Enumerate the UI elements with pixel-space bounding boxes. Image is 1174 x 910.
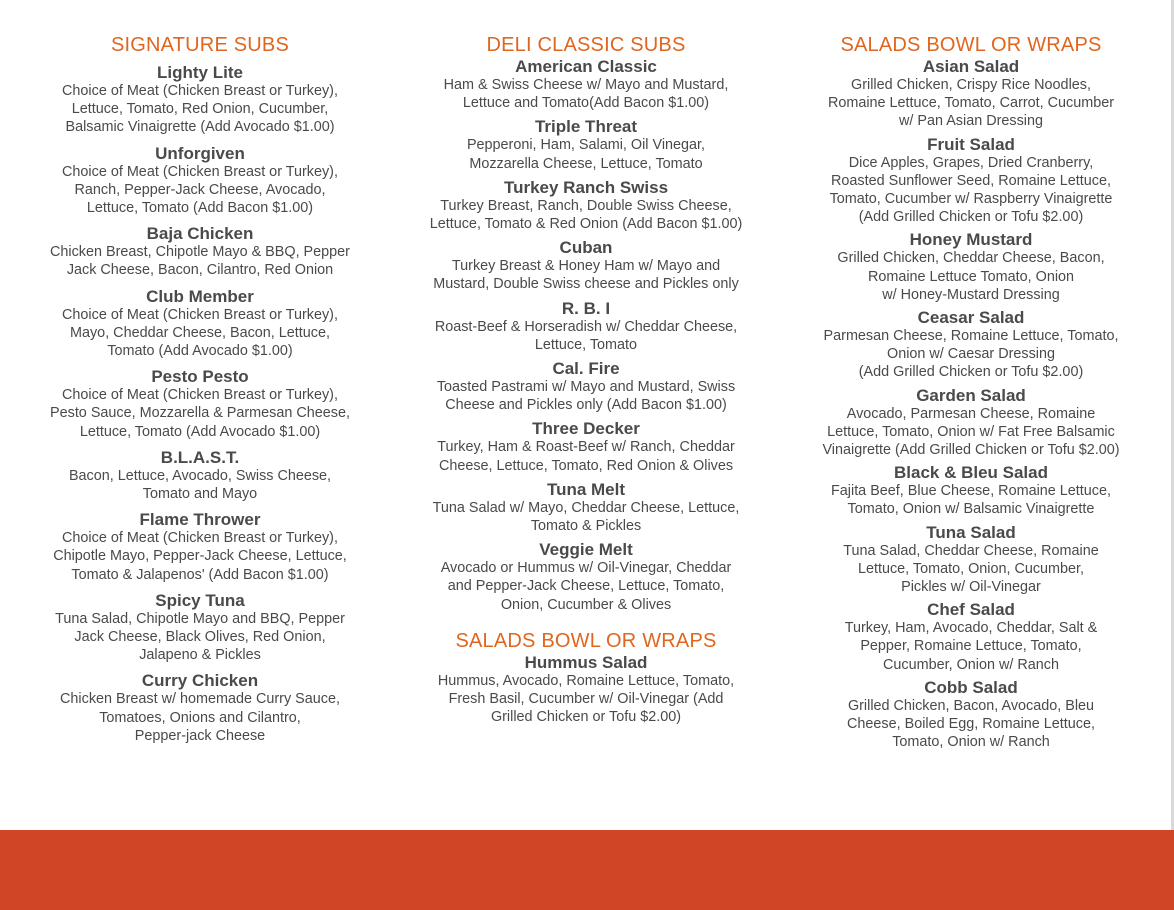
menu-item [404, 299, 768, 354]
item-name: Cobb Salad [924, 677, 1018, 697]
menu-item [20, 224, 380, 279]
item-name: Three Decker [532, 419, 640, 439]
item-description: Bacon, Lettuce, Avocado, Swiss Cheese, Tomato and Mayo [68, 467, 332, 503]
deli-classic-subs-column [404, 0, 768, 726]
menu-item [20, 63, 380, 137]
menu-item [790, 230, 1152, 304]
salads-sub-section [404, 630, 768, 727]
signature-subs-column [20, 0, 380, 745]
menu-item [20, 287, 380, 361]
section-title-deli-classic-subs: DELI CLASSIC SUBS [486, 34, 686, 56]
item-description: Avocado or Hummus w/ Oil-Vinegar, Cheddar and Pepper-Jack Cheese, Lettuce, Tomato, Onion, Cucumber & Olives [440, 560, 732, 613]
item-name: Club Member [146, 286, 254, 306]
item-description: Tuna Salad, Chipotle Mayo and BBQ, Pepper Jack Cheese, Black Olives, Red Onion, Jalapeno & Pickles [55, 610, 345, 664]
item-description: Toasted Pastrami w/ Mayo and Mustard, Swiss Cheese and Pickles only (Add Bacon $1.00) [436, 379, 736, 414]
item-name: Curry Chicken [141, 671, 259, 691]
menu-item [404, 653, 768, 727]
menu-item [404, 178, 768, 233]
menu-item [404, 238, 768, 293]
item-name: B.L.A.S.T. [160, 447, 240, 467]
item-description: Turkey, Ham, Avocado, Cheddar, Salt & Pepper, Romaine Lettuce, Tomato, Cucumber, Onion w/ Ranch [844, 620, 1098, 673]
item-name: Fruit Salad [927, 134, 1015, 154]
item-description: Choice of Meat (Chicken Breast or Turkey), Lettuce, Tomato, Red Onion, Cucumber, Balsamic Vinaigrette (Add Avocado $1.00) [62, 83, 338, 136]
item-name: Ceasar Salad [917, 308, 1025, 328]
item-description: Roast-Beef & Horseradish w/ Cheddar Cheese, Lettuce, Tomato [434, 318, 738, 353]
item-description: Tuna Salad, Cheddar Cheese, Romaine Lettuce, Tomato, Onion, Cucumber, Pickles w/ Oil-Vinegar [843, 542, 1099, 596]
item-name: Lighty Lite [157, 63, 243, 82]
menu-item [20, 671, 380, 745]
menu-item [404, 359, 768, 414]
item-name: R. B. I [561, 298, 611, 318]
section-title-signature-subs: SIGNATURE SUBS [110, 34, 289, 56]
menu-item [20, 144, 380, 218]
item-description: Turkey Breast & Honey Ham w/ Mayo and Mustard, Double Swiss cheese and Pickles only [433, 258, 739, 293]
menu-item [404, 480, 768, 535]
item-description: Ham & Swiss Cheese w/ Mayo and Mustard, Lettuce and Tomato(Add Bacon $1.00) [443, 77, 729, 112]
footer-color-band [0, 830, 1174, 910]
item-description: Grilled Chicken, Cheddar Cheese, Bacon, Romaine Lettuce Tomato, Onion w/ Honey-Mustard Dressing [837, 250, 1105, 303]
item-name: Cuban [559, 238, 613, 258]
item-description: Fajita Beef, Blue Cheese, Romaine Lettuce, Tomato, Onion w/ Balsamic Vinaigrette [831, 483, 1111, 518]
salads-bowl-or-wraps-column [790, 0, 1152, 751]
menu-item [790, 57, 1152, 131]
menu-item [404, 419, 768, 474]
item-name: Spicy Tuna [155, 590, 245, 610]
item-description: Chicken Breast, Chipotle Mayo & BBQ, Pepper Jack Cheese, Bacon, Cilantro, Red Onion [50, 244, 350, 279]
item-name: Baja Chicken [146, 224, 254, 244]
item-name: Hummus Salad [524, 652, 648, 672]
item-description: Dice Apples, Grapes, Dried Cranberry, Roasted Sunflower Seed, Romaine Lettuce, Tomato, Cucumber w/ Raspberry Vinaigrette (Add Grilled Chicken or Tofu $2.00) [829, 154, 1113, 226]
item-description: Hummus, Avocado, Romaine Lettuce, Tomato, Fresh Basil, Cucumber w/ Oil-Vinegar (Add Grilled Chicken or Tofu $2.00) [437, 672, 735, 726]
item-description: Pepperoni, Ham, Salami, Oil Vinegar, Mozzarella Cheese, Lettuce, Tomato [466, 137, 706, 172]
item-name: Chef Salad [927, 600, 1015, 620]
item-name: Asian Salad [922, 57, 1020, 76]
item-name: Tuna Melt [546, 479, 626, 499]
item-name: Triple Threat [534, 117, 638, 137]
item-description: Avocado, Parmesan Cheese, Romaine Lettuce, Tomato, Onion w/ Fat Free Balsamic Vinaigrette (Add Grilled Chicken or Tofu $2.00) [822, 405, 1120, 459]
item-description: Choice of Meat (Chicken Breast or Turkey), Ranch, Pepper-Jack Cheese, Avocado, Lettuce, Tomato (Add Bacon $1.00) [62, 163, 338, 217]
menu-item [20, 367, 380, 441]
item-description: Turkey Breast, Ranch, Double Swiss Cheese, Lettuce, Tomato & Red Onion (Add Bacon $1.00) [429, 197, 743, 233]
item-name: Turkey Ranch Swiss [503, 177, 669, 197]
item-description: Tuna Salad w/ Mayo, Cheddar Cheese, Lettuce, Tomato & Pickles [432, 499, 740, 535]
item-description: Choice of Meat (Chicken Breast or Turkey), Pesto Sauce, Mozzarella & Parmesan Cheese, Lettuce, Tomato (Add Avocado $1.00) [50, 387, 350, 440]
item-name: American Classic [515, 57, 657, 76]
section-title-salads-bowl-or-wraps: SALADS BOWL OR WRAPS [455, 629, 717, 652]
item-name: Veggie Melt [539, 540, 633, 560]
menu-item [20, 591, 380, 665]
menu-item [404, 117, 768, 172]
item-description: Parmesan Cheese, Romaine Lettuce, Tomato, Onion w/ Caesar Dressing (Add Grilled Chicken or Tofu $2.00) [823, 328, 1119, 381]
item-name: Black & Bleu Salad [893, 463, 1048, 483]
menu-item [790, 600, 1152, 674]
menu-item [790, 678, 1152, 752]
menu-item [790, 386, 1152, 460]
menu-item [404, 540, 768, 614]
item-name: Honey Mustard [909, 230, 1033, 250]
menu-item [790, 135, 1152, 227]
menu-item [404, 57, 768, 112]
item-description: Grilled Chicken, Bacon, Avocado, Bleu Cheese, Boiled Egg, Romaine Lettuce, Tomato, Onion w/ Ranch [847, 697, 1095, 751]
item-name: Garden Salad [916, 385, 1026, 405]
section-title-salads-bowl-or-wraps: SALADS BOWL OR WRAPS [840, 34, 1102, 56]
item-description: Grilled Chicken, Crispy Rice Noodles, Romaine Lettuce, Tomato, Carrot, Cucumber w/ Pan Asian Dressing [827, 77, 1115, 130]
item-name: Tuna Salad [926, 522, 1016, 542]
item-description: Chicken Breast w/ homemade Curry Sauce, Tomatoes, Onions and Cilantro, Pepper-jack Cheese [60, 691, 340, 744]
item-description: Choice of Meat (Chicken Breast or Turkey), Mayo, Cheddar Cheese, Bacon, Lettuce, Tomato (Add Avocado $1.00) [62, 306, 338, 360]
item-name: Flame Thrower [139, 510, 261, 530]
item-name: Pesto Pesto [151, 367, 249, 387]
menu-item [790, 463, 1152, 518]
item-description: Turkey, Ham & Roast-Beef w/ Ranch, Cheddar Cheese, Lettuce, Tomato, Red Onion & Olives [437, 439, 735, 474]
menu-item [790, 523, 1152, 597]
item-description: Choice of Meat (Chicken Breast or Turkey), Chipotle Mayo, Pepper-Jack Cheese, Lettuce, Tomato & Jalapenos' (Add Bacon $1.00) [53, 530, 347, 583]
menu-item [20, 510, 380, 584]
menu-item [790, 308, 1152, 382]
item-name: Unforgiven [155, 143, 245, 163]
item-name: Cal. Fire [552, 359, 620, 379]
menu-item [20, 448, 380, 503]
